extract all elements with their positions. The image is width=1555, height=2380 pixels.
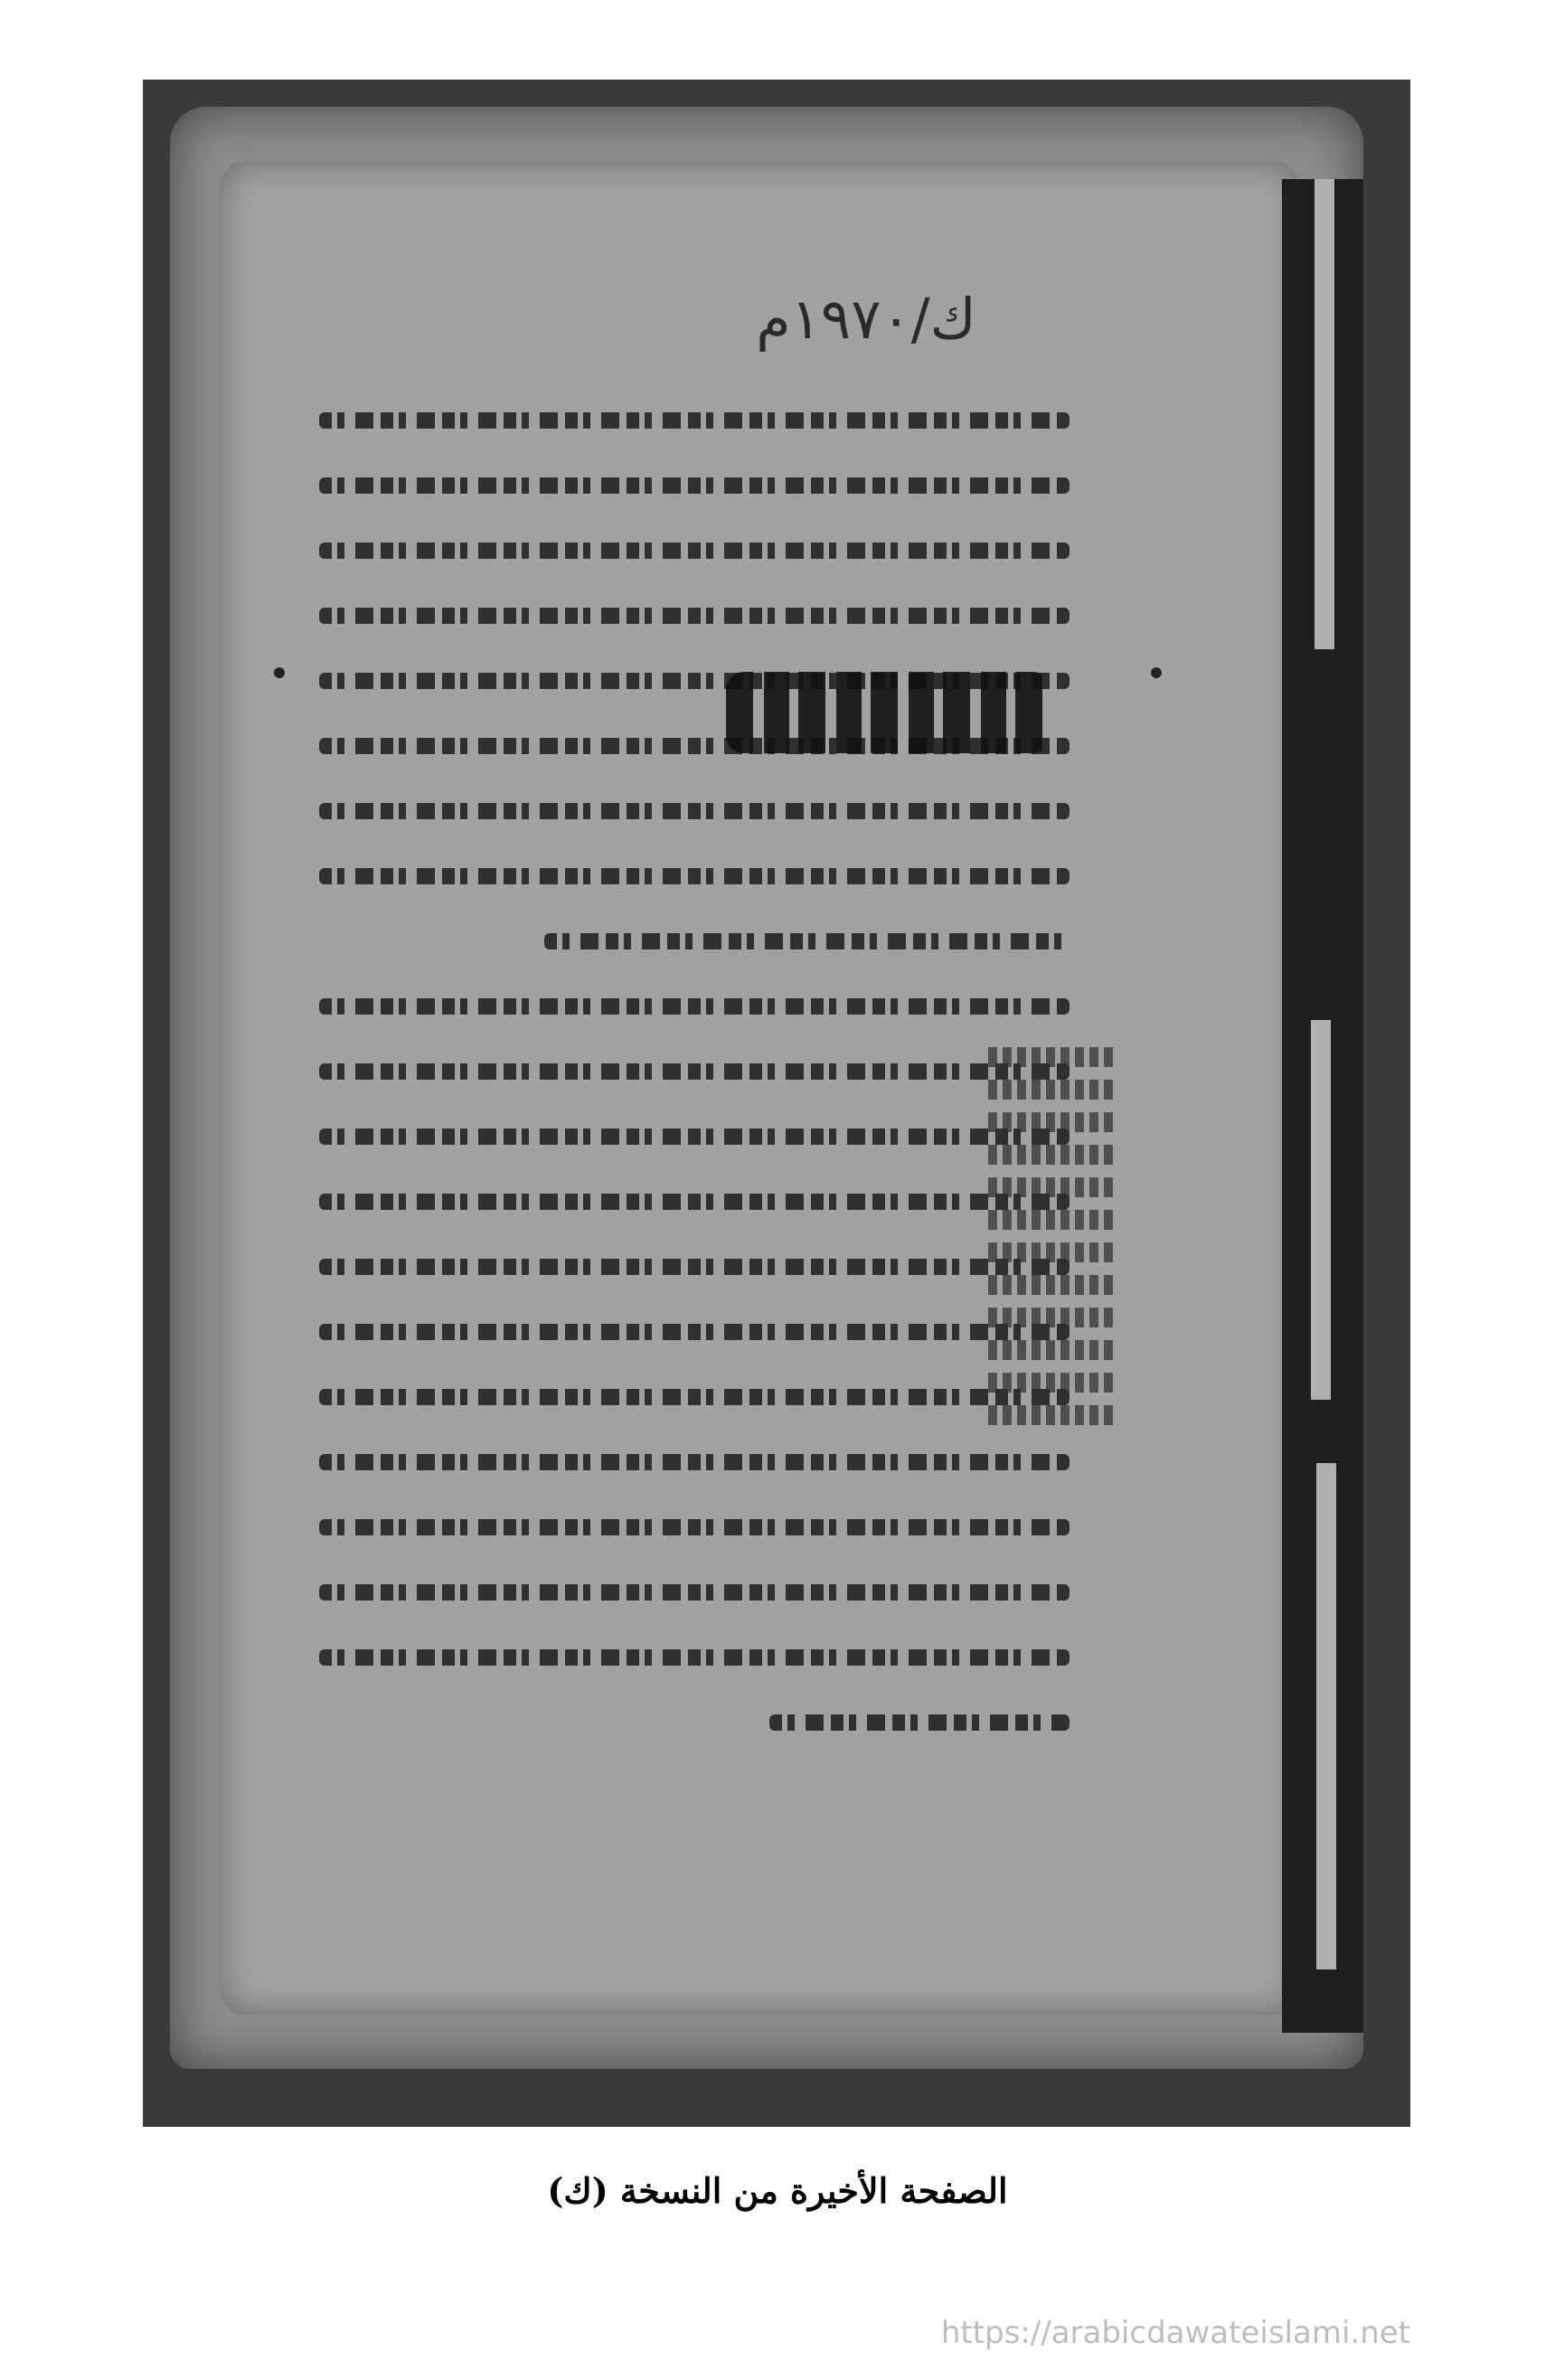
calligraphic-title (726, 672, 1051, 753)
margin-note-line (988, 1177, 1115, 1197)
text-line (319, 1559, 1070, 1624)
margin-note-line (988, 1373, 1115, 1393)
margin-note-line (988, 1242, 1115, 1262)
shelfmark: ك/١٩٧٠م (756, 286, 976, 352)
ink-dot (1151, 667, 1162, 678)
margin-note-line (988, 1405, 1115, 1425)
text-line (319, 1103, 1070, 1168)
text-line (319, 452, 1070, 517)
text-line (319, 1624, 1070, 1689)
margin-note-line (988, 1308, 1115, 1327)
text-line (319, 1233, 1070, 1299)
margin-note-line (988, 1112, 1115, 1132)
margin-notes (988, 1047, 1115, 1438)
text-line (319, 582, 1070, 647)
ink-dot (274, 667, 285, 678)
watermark: https://arabicdawateislami.net (940, 2315, 1410, 2351)
margin-note-line (988, 1145, 1115, 1165)
manuscript-page (170, 107, 1363, 2069)
text-line (319, 1364, 1070, 1429)
text-line (319, 1429, 1070, 1494)
text-line (319, 1299, 1070, 1364)
text-line (319, 517, 1070, 582)
margin-note-line (988, 1080, 1115, 1100)
margin-note-line (988, 1210, 1115, 1230)
margin-note-line (988, 1047, 1115, 1067)
text-line (319, 843, 1070, 908)
text-line (319, 1168, 1070, 1233)
page-edge-tab (1311, 1020, 1331, 1400)
text-line (319, 1494, 1070, 1559)
page-edge-tab (1315, 179, 1334, 649)
text-line (319, 1689, 1070, 1754)
margin-note-line (988, 1340, 1115, 1360)
handwritten-text (319, 387, 1070, 1754)
text-line (319, 973, 1070, 1038)
figure-caption: الصفحة الأخيرة من النسخة (ك) (547, 2170, 1008, 2211)
text-line (319, 778, 1070, 843)
page-edge-tab (1316, 1463, 1336, 1969)
text-line (319, 387, 1070, 452)
manuscript-photo (143, 80, 1410, 2127)
margin-note-line (988, 1275, 1115, 1295)
text-line (319, 908, 1070, 973)
text-line (319, 1038, 1070, 1103)
manuscript-text-block (220, 161, 1300, 2015)
